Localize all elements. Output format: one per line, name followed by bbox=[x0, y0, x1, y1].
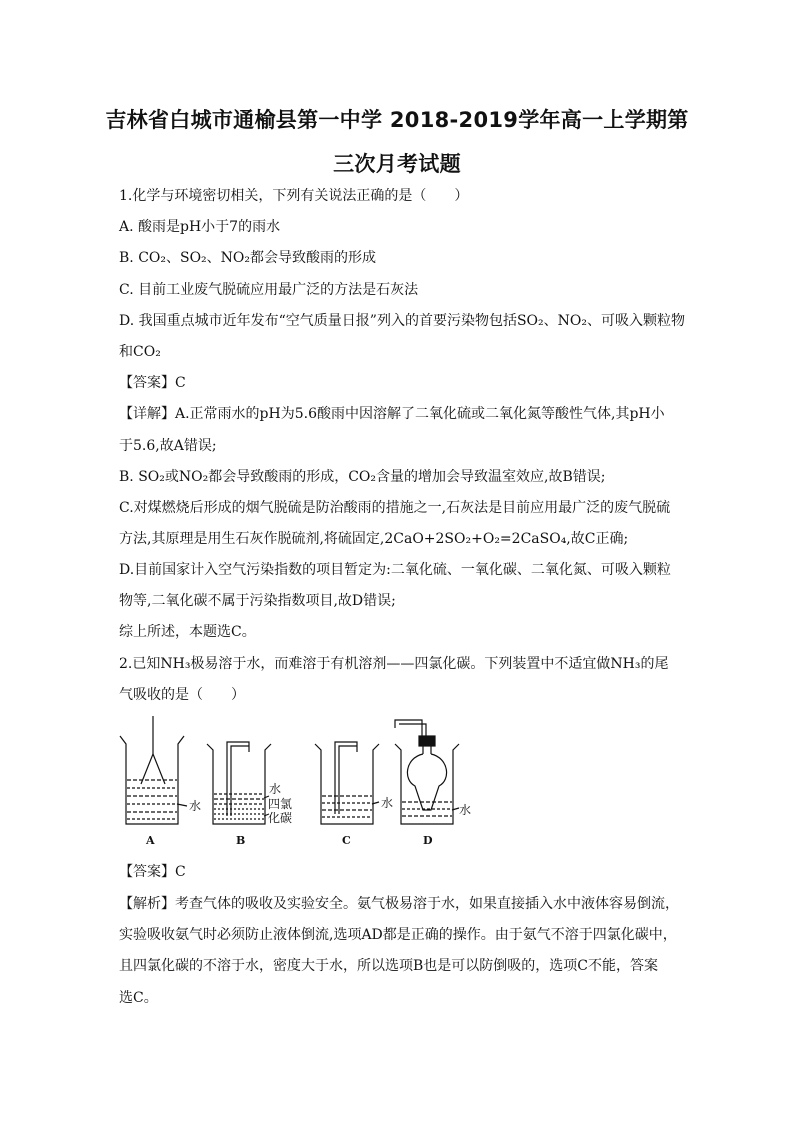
question-1-option-b: B. CO₂、SO₂、NO₂都会导致酸雨的形成 bbox=[119, 250, 377, 266]
caption-a: A bbox=[146, 834, 155, 847]
question-1-detail: D.目前国家计入空气污染指数的项目暂定为:二氧化硫、一氧化碳、二氧化氮、可吸入颗粒 bbox=[119, 562, 671, 578]
apparatus-b bbox=[207, 742, 271, 824]
question-2-analysis: 且四氯化碳的不溶于水，密度大于水，所以选项B也是可以防倒吸的，选项C不能，答案 bbox=[119, 958, 658, 974]
document-title-line-1: 吉林省白城市通榆县第一中学 2018-2019学年高一上学期第 bbox=[105, 108, 689, 132]
question-2-stem-cont: 气吸收的是（ ） bbox=[119, 687, 245, 703]
question-1-option-d-cont: 和CO₂ bbox=[119, 344, 161, 360]
question-2-stem: 2.已知NH₃极易溶于水，而难溶于有机溶剂——四氯化碳。下列装置中不适宜做NH₃的尾 bbox=[119, 656, 669, 672]
caption-d: D bbox=[423, 834, 433, 847]
caption-c: C bbox=[342, 834, 351, 847]
question-1-detail: C.对煤燃烧后形成的烟气脱硫是防治酸雨的措施之一,石灰法是目前应用最广泛的废气脱硫 bbox=[119, 500, 671, 516]
document-title-line-2: 三次月考试题 bbox=[333, 152, 461, 176]
question-2-analysis: 【解析】考查气体的吸收及实验安全。氨气极易溶于水，如果直接插入水中液体容易倒流， bbox=[119, 896, 679, 912]
question-1-option-c: C. 目前工业废气脱硫应用最广泛的方法是石灰法 bbox=[119, 282, 419, 298]
label-water-c: 水 bbox=[381, 796, 394, 810]
label-ccl4-line-2: 化碳 bbox=[268, 811, 293, 825]
label-water-a: 水 bbox=[189, 799, 202, 813]
question-1-detail: 【详解】A.正常雨水的pH为5.6酸雨中因溶解了二氧化硫或二氧化氮等酸性气体,其pH小 bbox=[119, 406, 665, 422]
question-1-detail: 物等,二氧化碳不属于污染指数项目,故D错误; bbox=[119, 593, 396, 609]
question-1-summary: 综上所述，本题选C。 bbox=[119, 624, 256, 640]
question-1-stem: 1.化学与环境密切相关，下列有关说法正确的是（ ） bbox=[119, 188, 469, 204]
question-1-option-a: A. 酸雨是pH小于7的雨水 bbox=[119, 219, 281, 235]
question-2-analysis: 实验吸收氨气时必须防止液体倒流,选项AD都是正确的操作。由于氨气不溶于四氯化碳中， bbox=[119, 927, 677, 943]
question-1-detail: B. SO₂或NO₂都会导致酸雨的形成，CO₂含量的增加会导致温室效应,故B错误; bbox=[119, 469, 606, 485]
apparatus-figure bbox=[117, 714, 477, 850]
question-1-answer: 【答案】C bbox=[119, 375, 186, 391]
label-ccl4-line-1: 四氯 bbox=[268, 797, 293, 811]
label-water-d: 水 bbox=[459, 803, 472, 817]
question-2-analysis: 选C。 bbox=[119, 990, 158, 1006]
apparatus-d bbox=[395, 720, 459, 824]
apparatus-c bbox=[315, 742, 379, 824]
caption-b: B bbox=[236, 834, 246, 847]
apparatus-a bbox=[120, 716, 187, 824]
question-1-option-d: D. 我国重点城市近年发布“空气质量日报”列入的首要污染物包括SO₂、NO₂、可吸入颗粒物 bbox=[119, 313, 685, 329]
question-1-detail: 方法,其原理是用生石灰作脱硫剂,将硫固定,2CaO+2SO₂+O₂=2CaSO₄,故C正确; bbox=[119, 531, 629, 547]
question-2-answer: 【答案】C bbox=[119, 864, 186, 880]
label-water-b: 水 bbox=[269, 782, 282, 796]
question-1-detail: 于5.6,故A错误; bbox=[119, 438, 217, 454]
